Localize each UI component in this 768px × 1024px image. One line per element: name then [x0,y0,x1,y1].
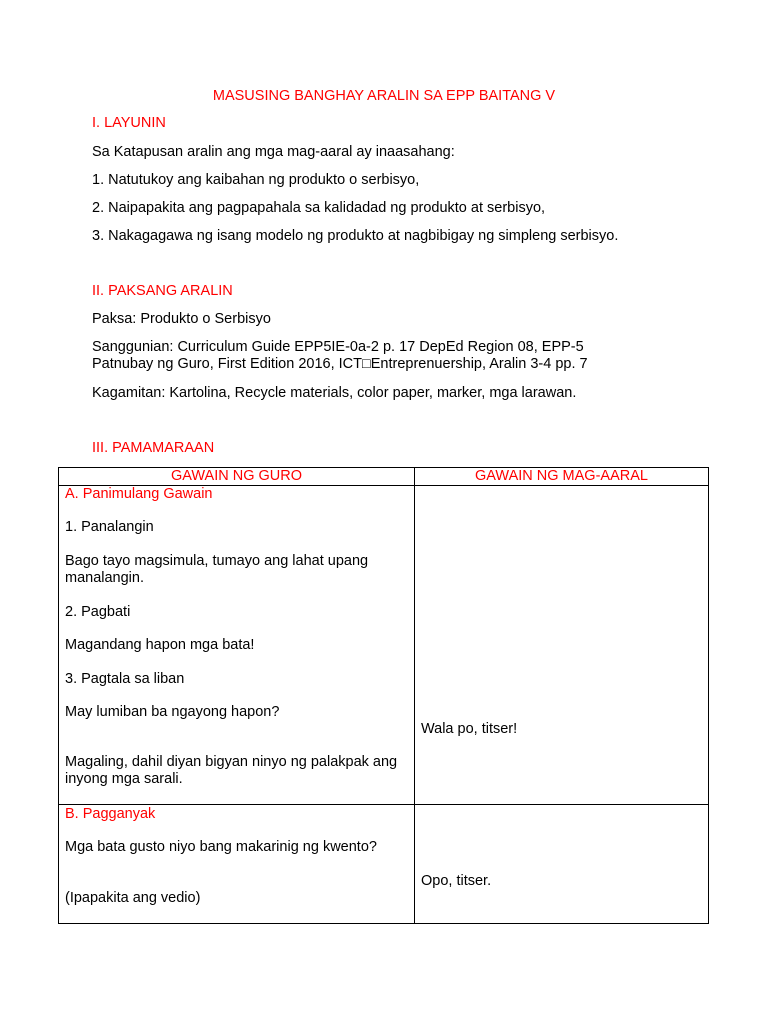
kagamitan-line: Kagamitan: Kartolina, Recycle materials, color paper, marker, mga larawan. [92,385,577,401]
section-heading-pamamaraan: III. PAMAMARAAN [92,440,215,456]
table-cell-mag-aaral [415,486,709,805]
section-heading-layunin: I. LAYUNIN [92,115,166,131]
guro-line: Magandang hapon mga bata! [65,637,255,653]
layunin-item: 2. Naipapakita ang pagpapahala sa kalidadad ng produkto at serbisyo, [92,200,546,216]
guro-line: Bago tayo magsimula, tumayo ang lahat upang manalangin. [65,553,369,586]
column-header-guro: GAWAIN NG GURO [59,468,415,486]
guro-line: 1. Panalangin [65,519,154,535]
table-row [59,805,709,924]
mag-aaral-line: Opo, titser. [421,873,492,889]
layunin-intro: Sa Katapusan aralin ang mga mag-aaral ay inaasahang: [92,144,455,160]
paksa-line: Paksa: Produkto o Serbisyo [92,311,271,327]
table-cell-guro [59,805,415,924]
column-header-mag-aaral: GAWAIN NG MAG-AARAL [415,468,709,486]
mag-aaral-line: Wala po, titser! [421,721,518,737]
table-cell-mag-aaral [415,805,709,924]
section-heading-paksang-aralin: II. PAKSANG ARALIN [92,283,233,299]
layunin-item: 1. Natutukoy ang kaibahan ng produkto o serbisyo, [92,172,420,188]
table-row [59,486,709,805]
document-title: MASUSING BANGHAY ARALIN SA EPP BAITANG V [212,88,556,104]
guro-line: 3. Pagtala sa liban [65,671,185,687]
subsection-title: B. Pagganyak [65,806,156,822]
guro-line: (Ipapakita ang vedio) [65,890,201,906]
subsection-title: A. Panimulang Gawain [65,486,213,502]
procedure-table [58,467,709,924]
layunin-item: 3. Nakagagawa ng isang modelo ng produkto at nagbibigay ng simpleng serbisyo. [92,228,619,244]
sanggunian-line: Sanggunian: Curriculum Guide EPP5IE-0a-2 p. 17 DepEd Region 08, EPP-5 Patnubay ng Guro, First Edition 2016, ICT□Entreprenuership, Aralin 3-4 pp. 7 [92,339,588,372]
guro-line: 2. Pagbati [65,604,131,620]
table-header-row [59,468,709,486]
table-cell-guro [59,486,415,805]
guro-line: May lumiban ba ngayong hapon? [65,704,280,720]
guro-line: Mga bata gusto niyo bang makarinig ng kwento? [65,839,377,855]
guro-line: Magaling, dahil diyan bigyan ninyo ng palakpak ang inyong mga sarali. [65,754,398,787]
